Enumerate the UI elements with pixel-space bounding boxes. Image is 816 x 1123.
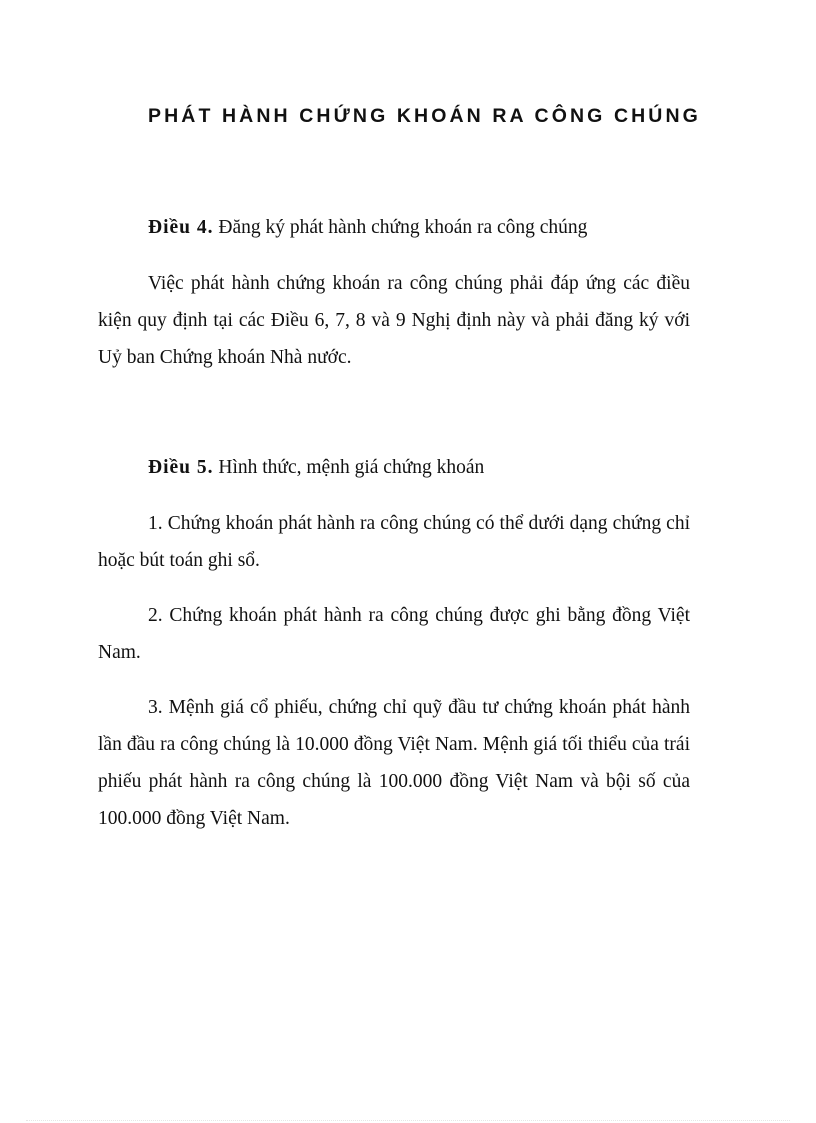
article-5-heading — [148, 456, 484, 480]
article-4-heading — [148, 216, 587, 240]
article-4-title: Đăng ký phát hành chứng khoán ra công chúng — [218, 217, 588, 238]
document-title: PHÁT HÀNH CHỨNG KHOÁN RA CÔNG CHÚNG — [148, 105, 701, 127]
article-5-clause-2: 2. Chứng khoán phát hành ra công chúng được ghi bằng đồng Việt Nam. — [98, 605, 690, 663]
article-4-body: Việc phát hành chứng khoán ra công chúng phải đáp ứng các điều kiện quy định tại các Điều 6, 7, 8 và 9 Nghị định này và phải đăng ký với Uỷ ban Chứng khoán Nhà nước. — [98, 273, 690, 368]
article-4-number: Điều 4. — [148, 217, 214, 238]
article-5-title: Hình thức, mệnh giá chứng khoán — [218, 457, 485, 478]
article-5-number: Điều 5. — [148, 457, 214, 478]
page-bottom-rule — [26, 1120, 790, 1121]
article-5-clause-3: 3. Mệnh giá cổ phiếu, chứng chỉ quỹ đầu tư chứng khoán phát hành lần đầu ra công chúng là 10.000 đồng Việt Nam. Mệnh giá tối thiểu của trái phiếu phát hành ra công chúng là 100.000 đồng Việt Nam và bội số của 100.000 đồng Việt Nam. — [98, 697, 690, 829]
article-5-clause-1: 1. Chứng khoán phát hành ra công chúng có thể dưới dạng chứng chỉ hoặc bút toán ghi sổ. — [98, 513, 690, 571]
